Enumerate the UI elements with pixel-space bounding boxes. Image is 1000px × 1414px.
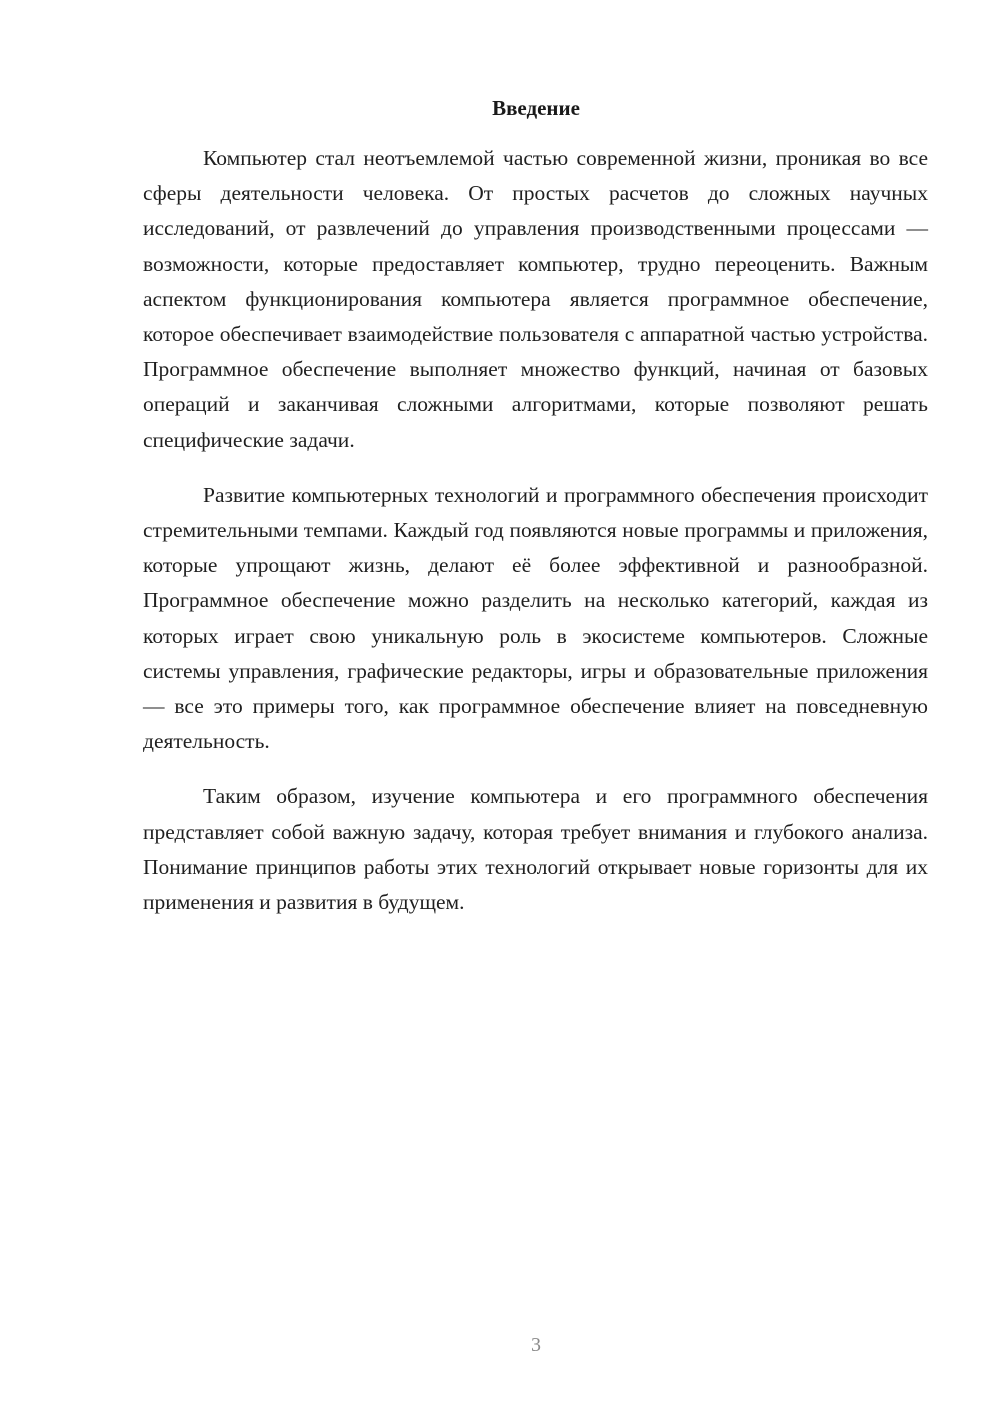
body-text xyxy=(143,141,928,940)
paragraph-3: Таким образом, изучение компьютера и его программного обеспечения представляет собой важную задачу, которая требует внимания и глубокого анализа. Понимание принципов работы этих технологий открывает новые горизонты для их применения и развития в будущем. xyxy=(143,784,928,915)
paragraph-2: Развитие компьютерных технологий и программного обеспечения происходит стремительными темпами. Каждый год появляются новые программы и приложения, которые упрощают жизнь, делают её более эффективной и разнообразной. Программное обеспечение можно разделить на несколько категорий, каждая из которых играет свою уникальную роль в экосистеме компьютеров. Сложные системы управления, графические редакторы, игры и образовательные приложения — все это примеры того, как программное обеспечение влияет на повседневную деятельность. xyxy=(143,482,928,754)
paragraph-1: Компьютер стал неотъемлемой частью современной жизни, проникая во все сферы деятельности человека. От простых расчетов до сложных научных исследований, от развлечений до управления производственными процессами — возможности, которые предоставляет компьютер, трудно переоценить. Важным аспектом функционирования компьютера является программное обеспечение, которое обеспечивает взаимодействие пользователя с аппаратной частью устройства. Программное обеспечение выполняет множество функций, начиная от базовых операций и заканчивая сложными алгоритмами, которые позволяют решать специфические задачи. xyxy=(143,146,928,452)
page-number: 3 xyxy=(531,1334,541,1356)
page-title: Введение xyxy=(492,96,580,120)
